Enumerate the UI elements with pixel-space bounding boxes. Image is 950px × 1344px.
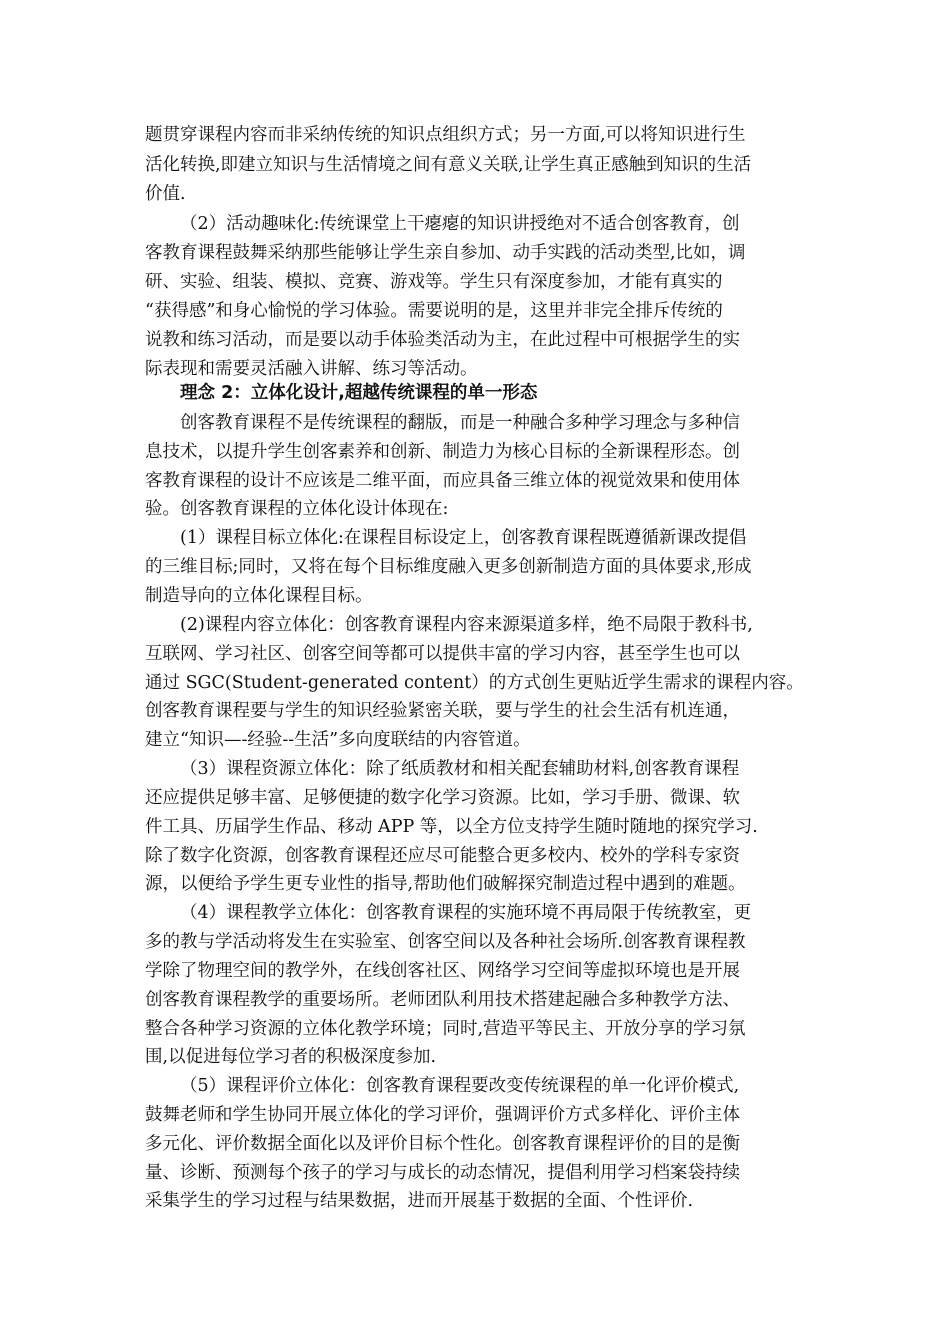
text-line: “获得感”和身心愉悦的学习体验。需要说明的是，这里并非完全排斥传统的	[145, 301, 723, 321]
text-line: 多元化、评价数据全面化以及评价目标个性化。创客教育课程评价的目的是衡	[145, 1134, 740, 1154]
text-line: 客教育课程的设计不应该是二维平面，而应具备三维立体的视觉效果和使用体	[145, 471, 740, 491]
text-line: 建立“知识—-经验--生活”多向度联结的内容管道。	[145, 730, 531, 750]
text-line: 创客教育课程不是传统课程的翻版，而是一种融合多种学习理念与多种信	[180, 413, 740, 433]
text-line: 除了数字化资源，创客教育课程还应尽可能整合更多校内、校外的学科专家资	[145, 846, 740, 866]
text-line: (1）课程目标立体化:在课程目标设定上，创客教育课程既遵循新课改提倡	[180, 528, 747, 548]
text-line: 还应提供足够丰富、足够便捷的数字化学习资源。比如，学习手册、微课、软	[145, 788, 740, 808]
text-line: 创客教育课程要与学生的知识经验紧密关联，要与学生的社会生活有机连通，	[145, 701, 740, 721]
text-line: （4）课程教学立体化：创客教育课程的实施环境不再局限于传统教室，更	[180, 903, 752, 923]
text-line: 源，以便给予学生更专业性的指导,帮助他们破解探究制造过程中遇到的难题。	[145, 874, 746, 894]
text-line: 互联网、学习社区、创客空间等都可以提供丰富的学习内容，甚至学生也可以	[145, 644, 740, 664]
text-line: 围,以促进每位学习者的积极深度参加.	[145, 1047, 437, 1067]
text-line: 客教育课程鼓舞采纳那些能够让学生亲自参加、动手实践的活动类型,比如，调	[145, 243, 746, 263]
section-heading: 理念 2：立体化设计,超越传统课程的单一形态	[180, 383, 538, 403]
text-line: 活化转换,即建立知识与生活情境之间有意义关联,让学生真正感触到知识的生活	[145, 155, 752, 175]
text-line: （2）活动趣味化:传统课堂上干瘪瘪的知识讲授绝对不适合创客教育，创	[180, 214, 740, 234]
text-line: 际表现和需要灵活融入讲解、练习等活动。	[145, 359, 478, 379]
text-line: 学除了物理空间的教学外，在线创客社区、网络学习空间等虚拟环境也是开展	[145, 961, 740, 981]
text-line: 采集学生的学习过程与结果数据，进而开展基于数据的全面、个性评价.	[145, 1191, 694, 1211]
text-line: 说教和练习活动，而是要以动手体验类活动为主，在此过程中可根据学生的实	[145, 330, 740, 350]
text-line: 整合各种学习资源的立体化教学环境；同时,营造平等民主、开放分享的学习氛	[145, 1019, 746, 1039]
text-line: 题贯穿课程内容而非采纳传统的知识点组织方式；另一方面,可以将知识进行生	[145, 125, 746, 145]
text-line: 研、实验、组装、模拟、竞赛、游戏等。学生只有深度参加，才能有真实的	[145, 272, 723, 292]
text-line: （3）课程资源立体化：除了纸质教材和相关配套辅助材料,创客教育课程	[180, 759, 740, 779]
text-line: （5）课程评价立体化：创客教育课程要改变传统课程的单一化评价模式,	[180, 1076, 740, 1096]
text-line: 价值.	[145, 184, 186, 204]
text-line: 多的教与学活动将发生在实验室、创客空间以及各种社会场所.创客教育课程教	[145, 932, 746, 952]
text-line: (2)课程内容立体化：创客教育课程内容来源渠道多样，绝不局限于教科书,	[180, 615, 753, 635]
text-line: 的三维目标;同时，又将在每个目标维度融入更多创新制造方面的具体要求,形成	[145, 557, 752, 577]
text-line: 件工具、历届学生作品、移动 APP 等，以全方位支持学生随时随地的探究学习.	[145, 817, 758, 837]
text-line: 鼓舞老师和学生协同开展立体化的学习评价，强调评价方式多样化、评价主体	[145, 1105, 740, 1125]
text-line: 量、诊断、预测每个孩子的学习与成长的动态情况，提倡利用学习档案袋持续	[145, 1163, 740, 1183]
text-line: 息技术，以提升学生创客素养和创新、制造力为核心目标的全新课程形态。创	[145, 442, 740, 462]
text-line: 创客教育课程教学的重要场所。老师团队利用技术搭建起融合多种教学方法、	[145, 990, 740, 1010]
text-line: 通过 SGC(Student-generated content）的方式创生更贴近学生需求的课程内容。	[145, 673, 804, 693]
text-line: 制造导向的立体化课程目标。	[145, 586, 373, 606]
text-line: 验。创客教育课程的立体化设计体现在:	[145, 499, 449, 519]
